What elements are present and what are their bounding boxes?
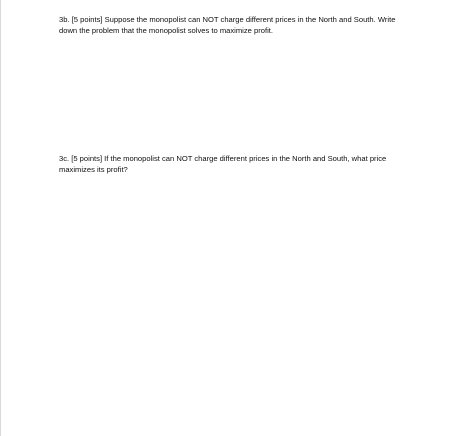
question-3b xyxy=(59,14,431,36)
question-3c xyxy=(59,153,431,175)
question-3c-line-2: maximizes its profit? xyxy=(59,165,128,174)
question-3c-line-1: 3c. [5 points] If the monopolist can NOT charge different prices in the North and South, what price xyxy=(59,154,387,163)
question-3b-line-2: down the problem that the monopolist solves to maximize profit. xyxy=(59,26,273,35)
question-3b-line-1: 3b. [5 points] Suppose the monopolist can NOT charge different prices in the North and South. Write xyxy=(59,15,396,24)
